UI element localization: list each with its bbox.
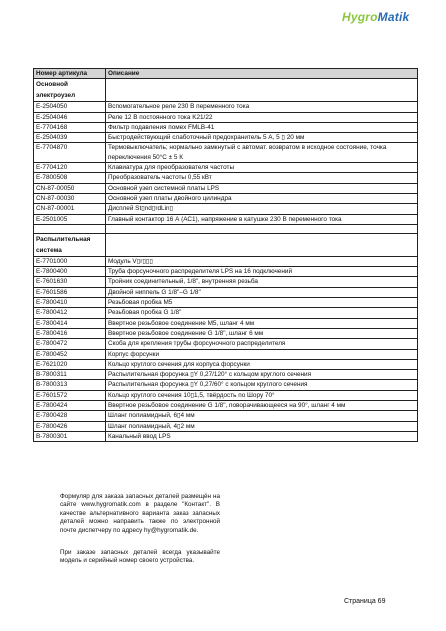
section-title: Распылительная система (34, 233, 106, 256)
column-header-description: Описание (106, 69, 418, 79)
table-row (34, 277, 418, 287)
article-number-cell: E-7800472 (34, 339, 106, 349)
description-cell: Ввертное резьбовое соединение G 1/8", поворачивающееся на 90°, шланг 4 мм (106, 401, 418, 411)
description-cell: Основной узел платы двойного цилиндра (106, 193, 418, 203)
article-number-cell: E-2501005 (34, 214, 106, 224)
table-row (34, 370, 418, 380)
description-cell: Клавиатура для преобразователя частоты (106, 163, 418, 173)
article-number-cell: E-7800428 (34, 411, 106, 421)
table-row (34, 183, 418, 193)
table-row (34, 359, 418, 369)
article-number-cell: B-7800313 (34, 380, 106, 390)
description-cell: Основной узел системной платы LPS (106, 183, 418, 193)
description-cell: Термовыключатель; нормально замкнутый с автомат. возвратом в исходное состояние, точка переключения 50°С ± 5 К (106, 143, 418, 163)
description-cell: Ввертное резьбовое соединение G 1/8", шланг 6 мм (106, 328, 418, 338)
article-number-cell: E-2504050 (34, 102, 106, 112)
description-cell: Труба форсуночного распределителя LPS на 16 подключений (106, 267, 418, 277)
hygromatik-logo (342, 10, 409, 24)
article-number-cell: E-7800424 (34, 401, 106, 411)
description-cell: Корпус форсунки (106, 349, 418, 359)
logo-part-matik: Matik (377, 10, 410, 24)
article-number-cell: E-7800400 (34, 267, 106, 277)
description-cell: Модуль V▯r▯▯▯ (106, 256, 418, 266)
table-row (34, 214, 418, 224)
table-row (34, 122, 418, 132)
table-row (34, 173, 418, 183)
table-header-row (34, 69, 418, 79)
section-title: Основной электроузел (34, 79, 106, 102)
description-cell: Быстродействующий слаботочный предохранитель 5 А, 5 ▯ 20 мм (106, 133, 418, 143)
table-row (34, 318, 418, 328)
table-row (34, 349, 418, 359)
description-cell: Кольцо круглого сечения 10▯1,5, твёрдость по Шору 70° (106, 390, 418, 400)
spacer-cell (34, 224, 106, 233)
table-row (34, 112, 418, 122)
table-body (34, 79, 418, 442)
table-row (34, 133, 418, 143)
article-number-cell: E-7601586 (34, 287, 106, 297)
description-cell: Фильтр подавления помех FMLB-41 (106, 122, 418, 132)
spare-parts-table (33, 68, 418, 442)
description-cell: Шланг полиамидный, 6▯4 мм (106, 411, 418, 421)
table-row (34, 431, 418, 441)
article-number-cell: E-7800414 (34, 318, 106, 328)
article-number-cell: E-2504039 (34, 133, 106, 143)
logo-part-hygro: Hygro (342, 10, 378, 24)
page-number: Страница 69 (344, 598, 386, 605)
article-number-cell: E-7800452 (34, 349, 106, 359)
description-cell: Тройник соединительный, 1/8", внутренняя резьба (106, 277, 418, 287)
description-cell: Шланг полиамидный, 4▯2 мм (106, 421, 418, 431)
table-row (34, 298, 418, 308)
description-cell: Резьбовая пробка M5 (106, 298, 418, 308)
section-row (34, 79, 418, 102)
description-cell: Двойной ниппель G 1/8"–G 1/8" (106, 287, 418, 297)
section-row (34, 233, 418, 256)
description-cell: Дисплей St▯nd▯rdLin▯ (106, 204, 418, 214)
description-cell: Реле 12 В постоянного тока K21/22 (106, 112, 418, 122)
article-number-cell: E-7601572 (34, 390, 106, 400)
article-number-cell: E-7601630 (34, 277, 106, 287)
section-blank-cell (106, 233, 418, 256)
article-number-cell: E-7800412 (34, 308, 106, 318)
article-number-cell: CN-87-00030 (34, 193, 106, 203)
description-cell: Распылительная форсунка ▯Y 0,27/120° с кольцом круглого сечения (106, 370, 418, 380)
column-header-article-number: Номер артикула (34, 69, 106, 79)
article-number-cell: E-7800410 (34, 298, 106, 308)
table-row (34, 421, 418, 431)
description-cell: Вспомогательное реле 230 В переменного тока (106, 102, 418, 112)
order-form-note: Формуляр для заказа запасных деталей размещён на сайте www.hygromatik.com в разделе "Контакт". В качестве альтернативного варианта заказ запасных деталей можно направить также по электронной почте диспетчеру по адресу hy@hygromatik.de. (60, 493, 220, 534)
table-row (34, 401, 418, 411)
table-row (34, 380, 418, 390)
description-cell: Главный контактор 16 А (АС1), напряжение в катушке 230 В переменного тока (106, 214, 418, 224)
description-cell: Распылительная форсунка ▯Y 0,27/60° с кольцом круглого сечения (106, 380, 418, 390)
table-row (34, 287, 418, 297)
spacer-cell (106, 224, 418, 233)
section-blank-cell (106, 79, 418, 102)
article-number-cell: E-7621020 (34, 359, 106, 369)
article-number-cell: E-7701000 (34, 256, 106, 266)
article-number-cell: B-7800311 (34, 370, 106, 380)
table-row (34, 390, 418, 400)
table-row (34, 143, 418, 163)
article-number-cell: E-7800426 (34, 421, 106, 431)
order-info-note: При заказе запасных деталей всегда указывайте модель и серийный номер своего устройства. (60, 549, 220, 565)
description-cell: Канальный ввод LPS (106, 431, 418, 441)
table-row (34, 163, 418, 173)
description-cell: Ввертное резьбовое соединение M5, шланг 4 мм (106, 318, 418, 328)
table-row (34, 411, 418, 421)
table-row (34, 328, 418, 338)
table-row (34, 308, 418, 318)
table-row (34, 193, 418, 203)
article-number-cell: CN-87-00001 (34, 204, 106, 214)
article-number-cell: E-7704120 (34, 163, 106, 173)
table-row (34, 204, 418, 214)
article-number-cell: E-7800508 (34, 173, 106, 183)
description-cell: Резьбовая пробка G 1/8" (106, 308, 418, 318)
description-cell: Скоба для крепления трубы форсуночного распределителя (106, 339, 418, 349)
spacer-row (34, 224, 418, 233)
article-number-cell: CN-87-00050 (34, 183, 106, 193)
description-cell: Кольцо круглого сечения для корпуса форсунки (106, 359, 418, 369)
article-number-cell: E-7800416 (34, 328, 106, 338)
article-number-cell: E-7704168 (34, 122, 106, 132)
description-cell: Преобразователь частоты 0,55 кВт (106, 173, 418, 183)
table-row (34, 256, 418, 266)
table-row (34, 102, 418, 112)
article-number-cell: E-7704870 (34, 143, 106, 163)
table-row (34, 339, 418, 349)
article-number-cell: E-2504046 (34, 112, 106, 122)
article-number-cell: B-7800301 (34, 431, 106, 441)
table-row (34, 267, 418, 277)
